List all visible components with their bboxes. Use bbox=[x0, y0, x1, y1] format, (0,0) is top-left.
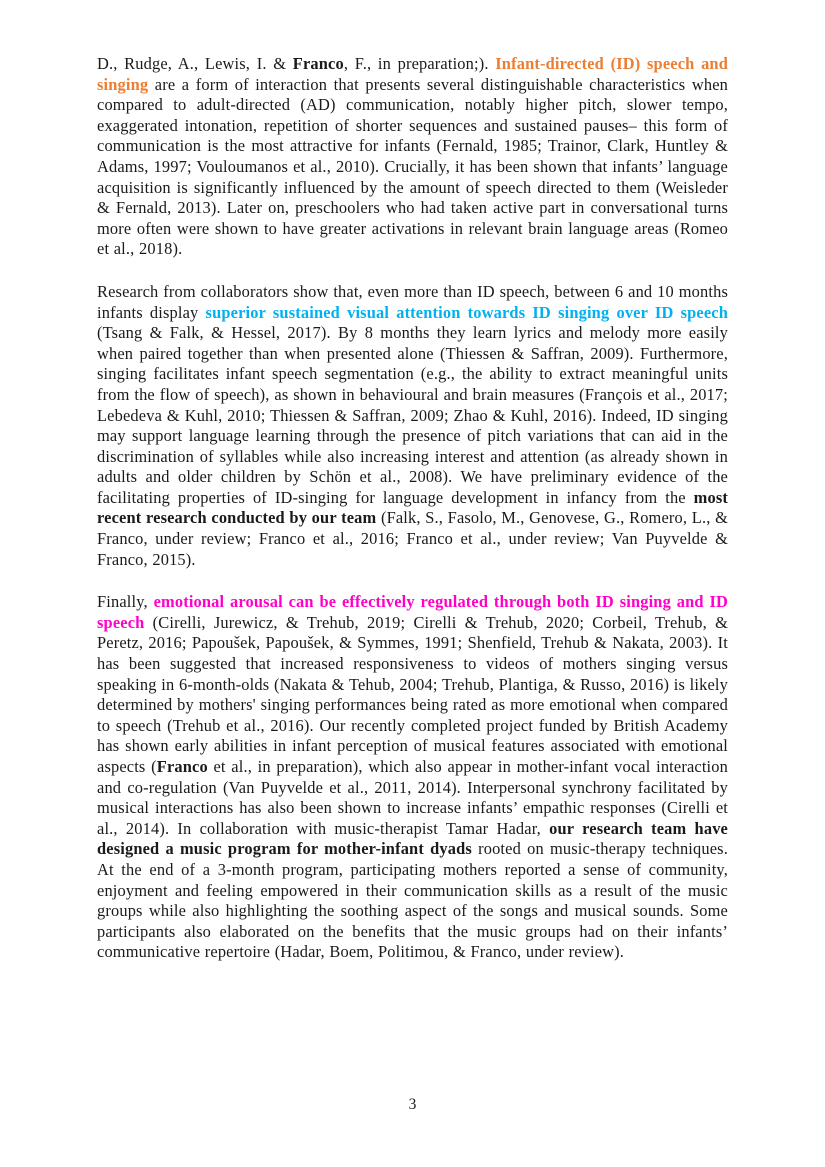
paragraph-2 bbox=[97, 282, 728, 570]
text-run: rooted on music-therapy techniques. At the end of a 3-month program, participating mothers reported a sense of community, enjoyment and feeling empowered in their communication skills as a result of the music groups while also highlighting the soothing aspect of the songs and musical sounds. Some participants also elaborated on the benefits that the music groups had on their infants’ communicative repertoire (Hadar, Boem, Politimou, & Franco, under review). bbox=[97, 839, 728, 962]
text-run: et al., in preparation), which also appear in mother-infant vocal interaction and co-regulation (Van Puyvelde et al., 2011, 2014). Interpersonal synchrony facilitated by musical interactions has also been shown to increase infants’ empathic responses (Cirelli et al., 2014). In collaboration with music-therapist Tamar Hadar, bbox=[97, 757, 728, 838]
paragraph-3 bbox=[97, 592, 728, 963]
text-run: Research from collaborators show that, even more than ID speech, between 6 and 10 months infants display bbox=[97, 281, 728, 322]
text-run: (Cirelli, Jurewicz, & Trehub, 2019; Cirelli & Trehub, 2020; Corbeil, Trehub, & Peretz, 2016; Papoušek, Papoušek, & Symmes, 1991; Shenfield, Trehub & Nakata, 2003). It has been suggested that increased responsiveness to videos of mothers singing versus speaking in 6-month-olds (Nakata & Tehub, 2004; Trehub, Plantiga, & Russo, 2016) is likely determined by mothers' singing performances being rated as more emotional when compared to speech (Trehub et al., 2016). Our recently completed project funded by British Academy has shown early abilities in infant perception of musical features associated with emotional aspects ( bbox=[97, 612, 728, 776]
bold-emphasis-run: Franco bbox=[292, 54, 344, 73]
text-run: , F., in preparation;). bbox=[343, 54, 496, 73]
bold-emphasis-run: our research team have designed a music program for mother-infant dyads bbox=[97, 818, 728, 859]
text-run: are a form of interaction that presents several distinguishable characteristics when compared to adult-directed (AD) communication, notably higher pitch, slower tempo, exaggerated intonation, repetition of shorter sequences and sustained pauses– this form of communication is the most attractive for infants (Fernald, 1985; Trainor, Clark, Huntley & Adams, 1997; Vouloumanos et al., 2010). Crucially, it has been shown that infants’ language acquisition is significantly influenced by the amount of speech directed to them (Weisleder & Fernald, 2013). Later on, preschoolers who had taken active part in conversational turns more often were shown to have greater activations in relevant brain language areas (Romeo et al., 2018). bbox=[97, 74, 728, 259]
document-body bbox=[97, 54, 728, 963]
text-run: (Tsang & Falk, & Hessel, 2017). By 8 months they learn lyrics and melody more easily when paired together than when presented alone (Thiessen & Saffran, 2009). Furthermore, singing facilitates infant speech segmentation (e.g., the ability to extract meaningful units from the flow of speech), as shown in behavioural and brain measures (François et al., 2017; Lebedeva & Kuhl, 2010; Thiessen & Saffran, 2009; Zhao & Kuhl, 2016). Indeed, ID singing may support language learning through the presence of pitch variations that can aid in the discrimination of syllables while also increasing interest and attention (as already shown in adults and older children by Schön et al., 2008). We have preliminary evidence of the facilitating properties of ID-singing for language development in infancy from the bbox=[97, 323, 728, 507]
text-run: D., Rudge, A., Lewis, I. & bbox=[97, 54, 293, 73]
bold-emphasis-run: Franco bbox=[156, 757, 208, 776]
text-run: Finally, bbox=[97, 592, 154, 612]
orange-highlight-run: Infant-directed (ID) speech and singing bbox=[97, 54, 728, 94]
text-run: (Falk, S., Fasolo, M., Genovese, G., Romero, L., & Franco, under review; Franco et al., 2016; Franco et al., under review; Van Puyvelde & Franco, 2015). bbox=[97, 508, 728, 569]
cyan-highlight-run: superior sustained visual attention towards ID singing over ID speech bbox=[205, 302, 729, 322]
paragraph-1 bbox=[97, 54, 728, 260]
magenta-highlight-run: emotional arousal can be effectively regulated through both ID singing and ID speech bbox=[97, 592, 728, 632]
bold-emphasis-run: most recent research conducted by our team bbox=[97, 487, 728, 528]
page-number: 3 bbox=[408, 1096, 417, 1113]
